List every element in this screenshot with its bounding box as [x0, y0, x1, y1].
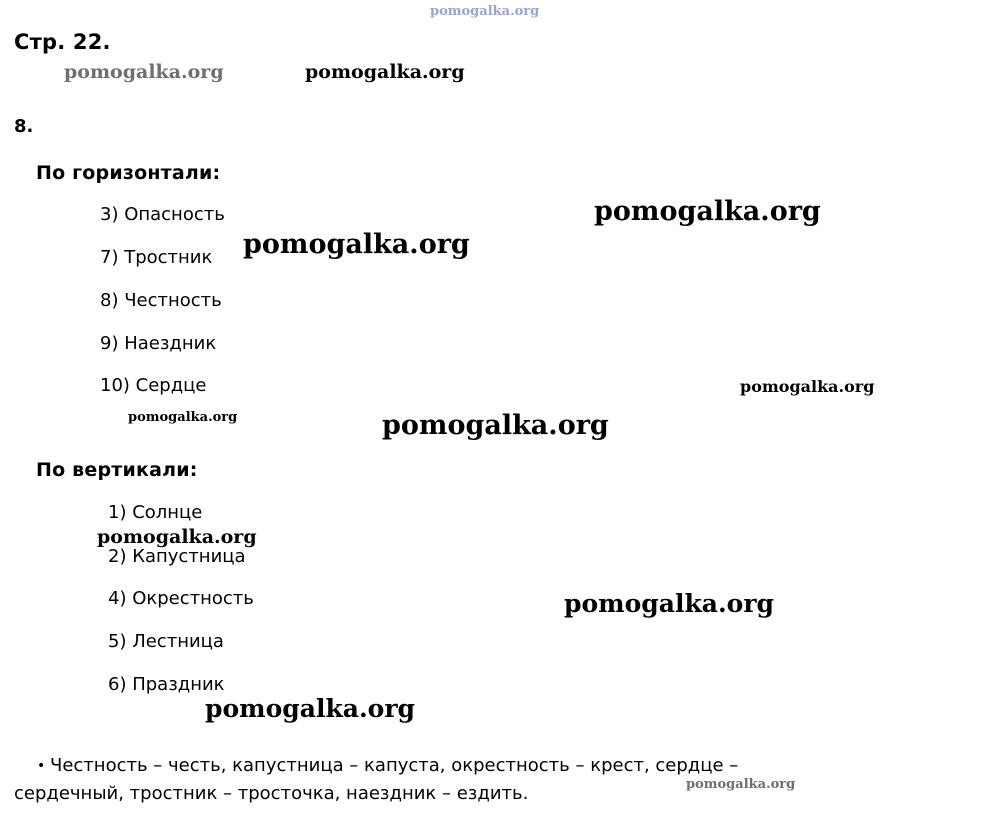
clue-across-10: 10) Сердце — [100, 375, 207, 396]
answer-note — [14, 752, 974, 808]
watermark-text: pomogalka.org — [740, 377, 875, 396]
watermark-text: pomogalka.org — [243, 229, 470, 260]
clue-down-6: 6) Праздник — [108, 674, 225, 695]
clue-down-1: 1) Солнце — [108, 502, 203, 523]
watermark-text: pomogalka.org — [382, 410, 609, 441]
watermark-text: pomogalka.org — [564, 589, 775, 618]
watermark-text: pomogalka.org — [594, 196, 821, 227]
section-title-across: По горизонтали: — [36, 162, 221, 184]
watermark-text: pomogalka.org — [686, 777, 796, 792]
task-number: 8. — [14, 116, 34, 137]
clue-across-3: 3) Опасность — [100, 204, 225, 225]
clue-across-8: 8) Честность — [100, 290, 222, 311]
bullet-icon: • — [37, 758, 46, 774]
watermark-text: pomogalka.org — [205, 694, 416, 723]
watermark-text: pomogalka.org — [430, 4, 540, 19]
watermark-text: pomogalka.org — [64, 61, 224, 83]
watermark-text: pomogalka.org — [305, 61, 465, 83]
answer-note-line2: сердечный, тростник – тросточка, наездник – ездить. — [14, 782, 529, 804]
watermark-text: pomogalka.org — [128, 410, 238, 425]
answer-note-text — [14, 752, 974, 808]
clue-across-7: 7) Тростник — [100, 247, 213, 268]
clue-across-9: 9) Наездник — [100, 333, 217, 354]
section-title-down: По вертикали: — [36, 459, 198, 481]
watermark-text: pomogalka.org — [97, 526, 257, 548]
page-label: Стр. 22. — [14, 30, 111, 54]
clue-down-2: 2) Капустница — [108, 546, 246, 567]
clue-down-5: 5) Лестница — [108, 631, 224, 652]
answer-note-line1: Честность – честь, капустница – капуста, окрестность – крест, сердце – — [50, 755, 739, 776]
clue-down-4: 4) Окрестность — [108, 588, 254, 609]
